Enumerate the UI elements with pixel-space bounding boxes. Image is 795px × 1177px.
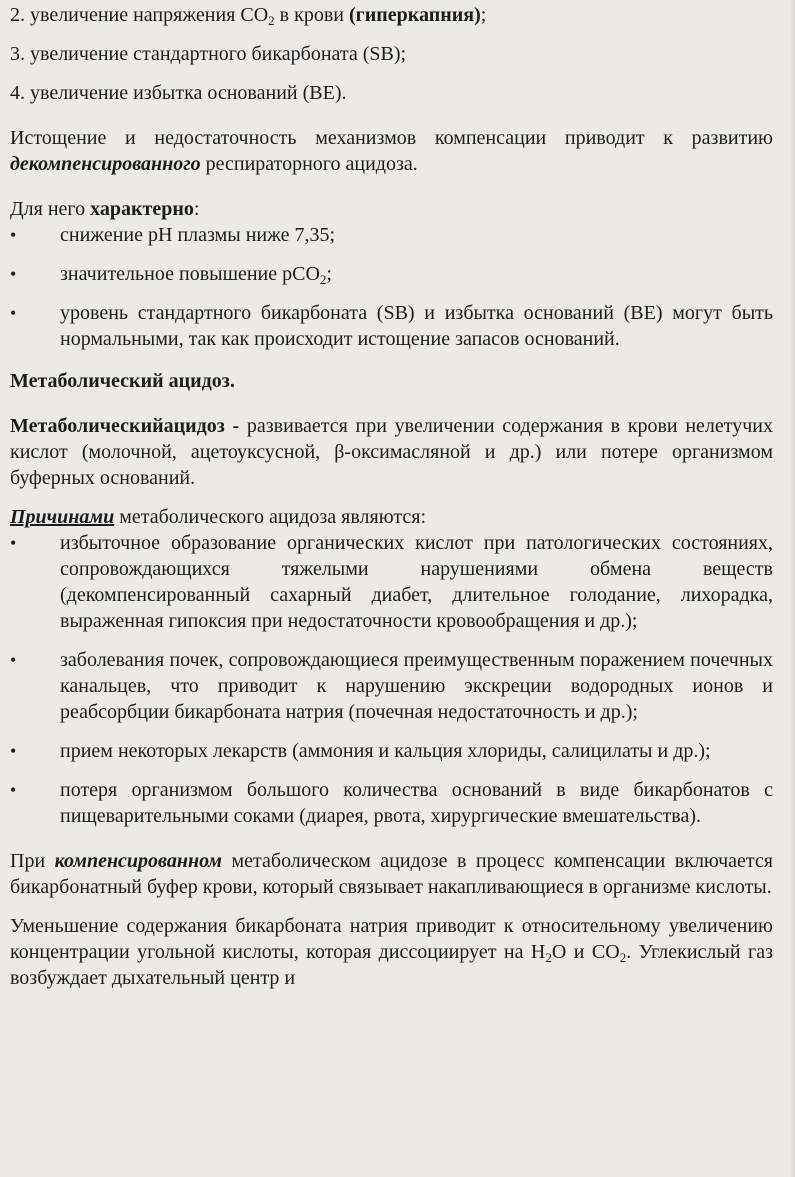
- list-item: • заболевания почек, сопровождающиеся преимущественным поражением почечных канальцев, что приводит к нарушению экскреции водородных ионов и реабсорбции бикарбоната натрия (почечная недостаточность и др.);: [10, 647, 773, 725]
- paragraph-compensated: При компенсированном метаболическом ацидозе в процесс компенсации включается бикарбонатный буфер крови, который связывает накапливающиеся в организме кислоты.: [10, 850, 773, 898]
- respiratory-bullet-list: [10, 222, 773, 352]
- list-item: • уровень стандартного бикарбоната (SB) и избытка оснований (BE) могут быть нормальными, так как происходит истощение запасов оснований.: [10, 300, 773, 352]
- list-item: • снижение pH плазмы ниже 7,35;: [10, 222, 773, 248]
- causes-bullet-list: [10, 530, 773, 829]
- section-heading: Метаболический ацидоз.: [10, 370, 235, 392]
- paragraph-bicarbonate-decrease: Уменьшение содержания бикарбоната натрия приводит к относительному увеличению концентрации угольной кислоты, которая диссоциирует на $H_2O$ и $CO_2$. Углекислый газ возбуждает дыхательный центр и: [10, 915, 773, 989]
- paragraph-characteristic: Для него характерно:: [10, 198, 200, 220]
- list-item: • прием некоторых лекарств (аммония и кальция хлориды, салицилаты и др.);: [10, 738, 773, 764]
- paragraph-decompensated: Истощение и недостаточность механизмов компенсации приводит к развитию декомпенсированного респираторного ацидоза.: [10, 127, 773, 175]
- list-item: • значительное повышение pCO$_2$;: [10, 261, 773, 287]
- text-line: 3. увеличение стандартного бикарбоната (SB);: [10, 43, 407, 65]
- paragraph-causes-intro: Причинами метаболического ацидоза являются:: [10, 506, 427, 528]
- list-item: • избыточное образование органических кислот при патологических состояниях, сопровождающихся тяжелыми нарушениями обмена веществ (декомпенсированный сахарный диабет, длительное голодание, лихорадка, выраженная гипоксия при недостаточности кровообращения и др.);: [10, 530, 773, 634]
- scan-edge-shadow: [789, 0, 795, 1177]
- text-line: 4. увеличение избытка оснований (BE).: [10, 82, 347, 104]
- list-item: • потеря организмом большого количества оснований в виде бикарбонатов с пищеварительными соками (диарея, рвота, хирургические вмешательства).: [10, 777, 773, 829]
- text-line: 2. увеличение напряжения $CO_2$ в крови (гиперкапния);: [10, 4, 487, 28]
- paragraph-definition: Метаболическийацидоз - развивается при увеличении содержания в крови нелетучих кислот (молочной, ацетоуксусной, β-оксимасляной и др.) или потере организмом буферных оснований.: [10, 415, 773, 489]
